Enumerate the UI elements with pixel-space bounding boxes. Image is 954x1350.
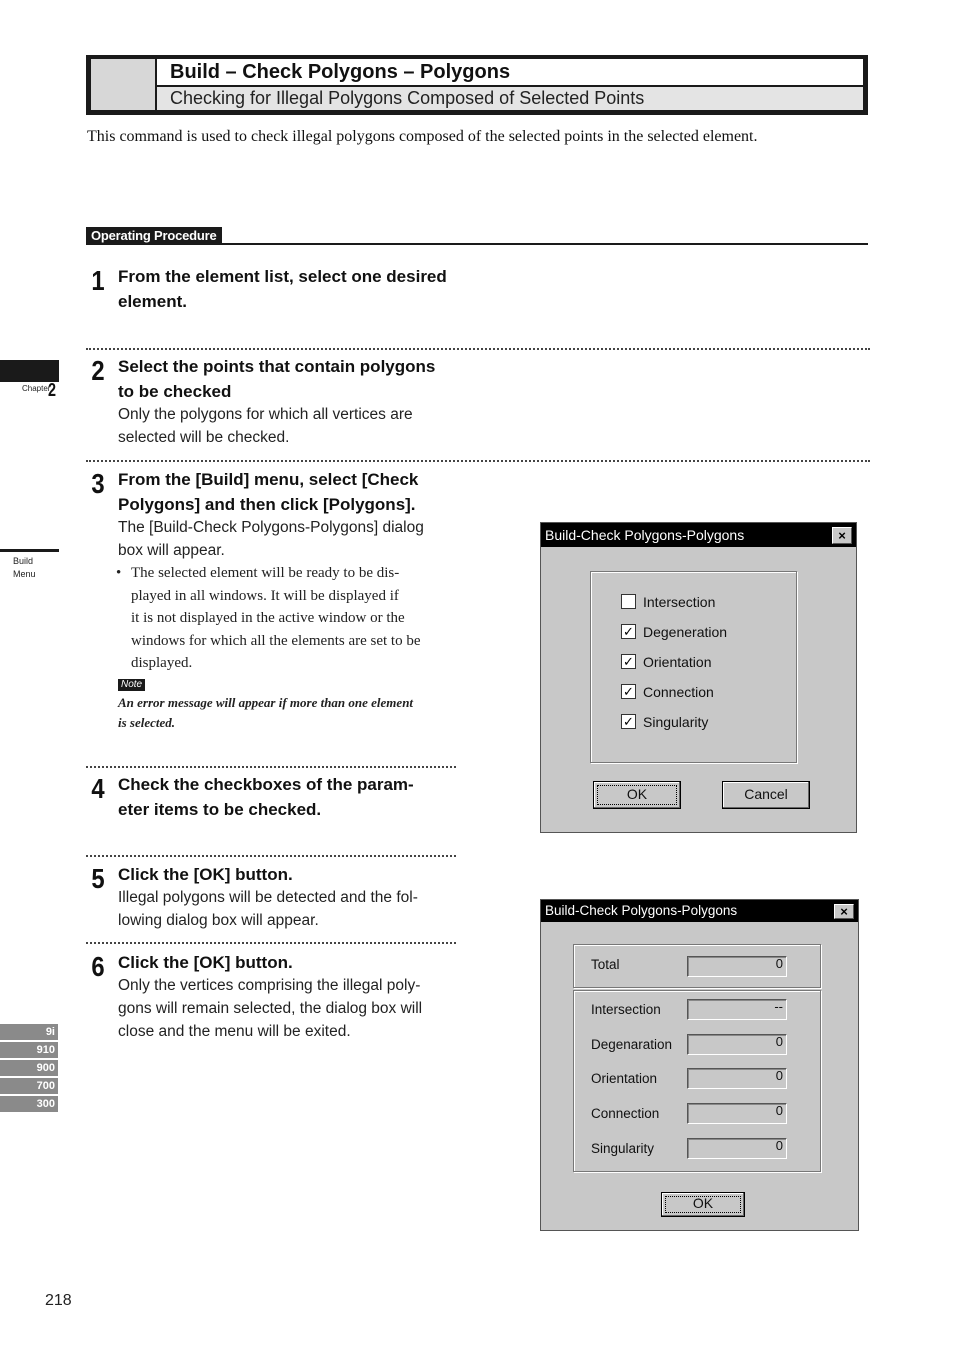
focus-ring <box>665 1196 741 1213</box>
check-polygons-dialog <box>540 522 857 833</box>
version-tab: 910 <box>0 1042 58 1058</box>
dotted-divider <box>86 942 456 944</box>
note-badge: Note <box>118 679 145 691</box>
section-label <box>13 555 36 581</box>
step-body-line: Only the vertices comprising the illegal poly- <box>118 977 421 994</box>
step-body-line: Only the polygons for which all vertices are <box>118 406 413 423</box>
result-label: Connection <box>591 1106 660 1121</box>
step-number: 2 <box>91 355 105 386</box>
bullet-line: it is not displayed in the active window or the <box>131 610 405 626</box>
checkbox-box[interactable]: ✓ <box>621 684 636 699</box>
version-tab: 700 <box>0 1078 58 1094</box>
page-title: Build – Check Polygons – Polygons <box>157 59 863 85</box>
total-label: Total <box>591 957 620 972</box>
note-line: is selected. <box>118 715 176 730</box>
step-heading <box>118 772 414 822</box>
close-icon[interactable]: × <box>834 904 854 919</box>
step-number: 1 <box>91 265 105 296</box>
button-label: OK <box>626 786 648 802</box>
checkbox-box[interactable]: ✓ <box>621 714 636 729</box>
bullet-text <box>131 562 421 675</box>
result-label: Degenaration <box>591 1037 673 1052</box>
step-body <box>118 886 418 932</box>
step-heading <box>118 264 447 314</box>
step-heading-line: element. <box>118 292 187 311</box>
result-value: 0 <box>687 1103 787 1124</box>
result-value: -- <box>687 999 787 1020</box>
dotted-divider <box>86 766 456 768</box>
checkbox-box[interactable] <box>621 594 636 609</box>
ok-button[interactable] <box>593 781 681 809</box>
checkbox-label: Connection <box>643 684 714 700</box>
checkbox-box[interactable]: ✓ <box>621 654 636 669</box>
dotted-divider <box>86 855 456 857</box>
bullet-line: played in all windows. It will be displayed if <box>131 587 399 604</box>
checkbox-label: Degeneration <box>643 624 728 640</box>
chapter-label: Chapter <box>22 384 51 393</box>
close-icon[interactable]: × <box>832 527 852 544</box>
procedure-label: Operating Procedure <box>86 227 222 244</box>
bullet-line: windows for which all the elements are set to be <box>131 632 421 649</box>
step-body <box>118 516 424 562</box>
step-heading-line: Polygons] and then click [Polygons]. <box>118 495 416 514</box>
section-label-line: Build <box>13 556 34 566</box>
step-number: 3 <box>91 468 105 499</box>
result-value: 0 <box>687 1138 787 1159</box>
checkbox-label: Orientation <box>643 654 712 670</box>
note-text <box>118 693 413 733</box>
checkbox-box[interactable]: ✓ <box>621 624 636 639</box>
step-number: 5 <box>91 863 105 894</box>
dialog-title: Build-Check Polygons-Polygons <box>541 900 858 922</box>
cancel-button[interactable] <box>722 781 810 809</box>
step-body-line: Illegal polygons will be detected and the fol- <box>118 889 418 906</box>
section-label-line: Menu <box>13 569 36 579</box>
checkbox-label: Singularity <box>643 714 709 730</box>
step-heading: Click the [OK] button. <box>118 865 293 884</box>
chapter-bar <box>0 360 59 382</box>
results-dialog <box>540 899 859 1231</box>
step-body-line: The [Build-Check Polygons-Polygons] dialog <box>118 519 424 536</box>
ok-button[interactable] <box>661 1192 745 1217</box>
step-body-line: box will appear. <box>118 542 225 559</box>
chapter-number: 2 <box>48 380 57 400</box>
dotted-divider <box>86 460 870 462</box>
step-heading-line: From the [Build] menu, select [Check <box>118 470 419 489</box>
step-heading-line: to be checked <box>118 382 232 401</box>
section-bar <box>0 549 59 552</box>
step-body <box>118 974 422 1043</box>
version-tab: 300 <box>0 1096 58 1112</box>
note-line: An error message will appear if more than one element <box>118 695 414 710</box>
result-value: 0 <box>687 1068 787 1089</box>
step-heading: Click the [OK] button. <box>118 953 293 972</box>
result-label: Orientation <box>591 1071 658 1086</box>
step-heading-line: Select the points that contain polygons <box>118 357 436 376</box>
result-label: Intersection <box>591 1002 661 1017</box>
step-heading <box>118 354 435 404</box>
step-body <box>118 403 413 449</box>
checkbox-label: Intersection <box>643 594 716 610</box>
page-subtitle: Checking for Illegal Polygons Composed of Selected Points <box>157 87 863 110</box>
button-label: OK <box>692 1195 714 1211</box>
version-tab: 9i <box>0 1024 58 1040</box>
dialog-title: Build-Check Polygons-Polygons <box>541 523 856 547</box>
step-body-line: close and the menu will be exited. <box>118 1023 351 1040</box>
button-label: Cancel <box>744 786 788 802</box>
bullet-line: displayed. <box>131 655 193 671</box>
page-number: 218 <box>45 1292 72 1309</box>
version-tab: 900 <box>0 1060 58 1076</box>
step-heading-line: eter items to be checked. <box>118 800 322 819</box>
step-body-line: selected will be checked. <box>118 429 290 446</box>
result-value: 0 <box>687 1034 787 1055</box>
bullet-mark: • <box>116 565 122 581</box>
dotted-divider <box>86 348 870 350</box>
result-label: Singularity <box>591 1141 655 1156</box>
header-square <box>91 59 155 110</box>
step-heading-line: From the element list, select one desired <box>118 267 447 286</box>
procedure-rule <box>86 243 868 245</box>
step-number: 6 <box>91 951 105 982</box>
step-heading <box>118 467 418 517</box>
step-heading-line: Check the checkboxes of the param- <box>118 775 414 794</box>
step-body-line: lowing dialog box will appear. <box>118 912 319 929</box>
bullet-line: The selected element will be ready to be dis- <box>131 565 400 581</box>
focus-ring <box>597 785 677 805</box>
step-number: 4 <box>91 773 105 804</box>
total-value: 0 <box>687 956 787 977</box>
intro-text: This command is used to check illegal polygons composed of the selected points in the selected element. <box>87 128 758 145</box>
step-body-line: gons will remain selected, the dialog box will <box>118 1000 423 1017</box>
